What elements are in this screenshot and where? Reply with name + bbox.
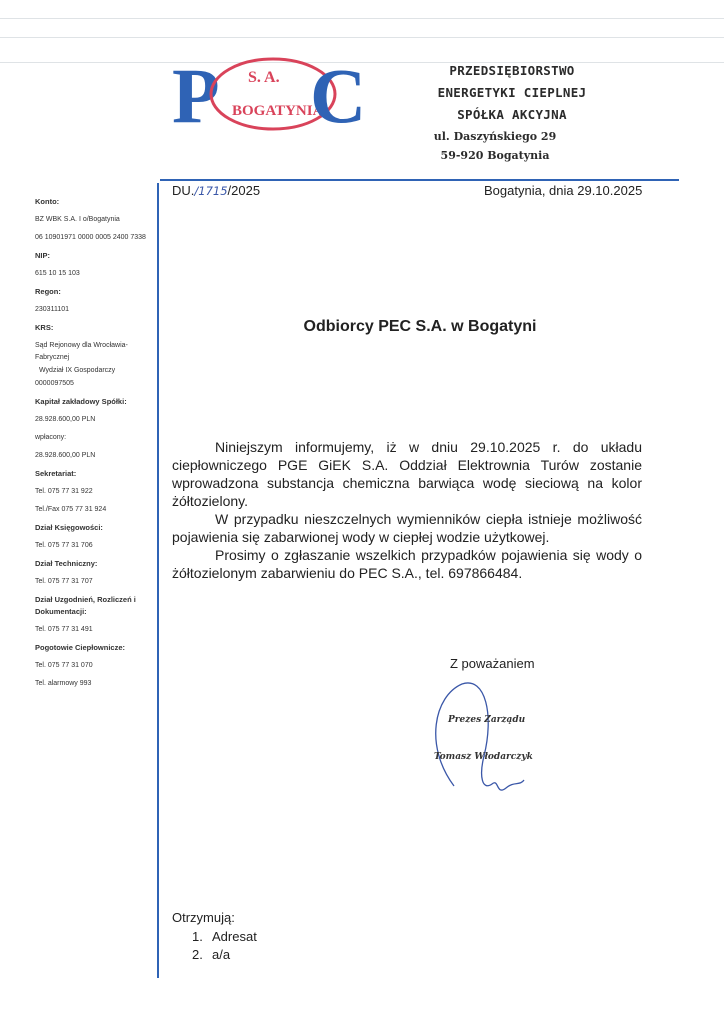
sidebar-value: 230311101: [35, 306, 69, 313]
sidebar-value: Sąd Rejonowy dla Wrocławia-Fabrycznej: [35, 342, 128, 361]
sidebar-value: 615 10 15 103: [35, 270, 80, 277]
company-address: [425, 127, 565, 165]
recipients-list: [192, 928, 257, 964]
logo-letter-p: P: [172, 52, 220, 139]
sidebar-label: Dział Techniczny:: [35, 559, 98, 568]
sidebar-label: Konto:: [35, 197, 60, 206]
recipient-name: a/a: [212, 947, 231, 962]
recipient-item: [192, 946, 257, 964]
sidebar-divider: [157, 183, 159, 978]
recipients-label: Otrzymują:: [172, 910, 235, 925]
header-divider: [160, 179, 679, 181]
signature-stroke: [436, 683, 524, 790]
company-name: [412, 60, 612, 126]
recipient-item: [192, 928, 257, 946]
sidebar-label: Kapitał zakładowy Spółki:: [35, 397, 127, 406]
sidebar-label: NIP:: [35, 251, 50, 260]
scan-line: [0, 37, 724, 38]
sidebar-value: 06 10901971 0000 0005 2400 7338: [35, 234, 146, 241]
sidebar-value: wpłacony:: [35, 434, 67, 441]
logo-letter-c: C: [310, 52, 367, 139]
address-street: ul. Daszyńskiego 29: [433, 130, 557, 143]
signature-stamp: [424, 676, 554, 806]
address-city: 59-920 Bogatynia: [440, 149, 550, 162]
sidebar-value: Tel. 075 77 31 706: [35, 542, 93, 549]
paragraph-3: Prosimy o zgłaszanie wszelkich przypadków pojawienia się wody o żółtozielonym zabarwieniu do PEC S.A., tel. 697866484.: [172, 547, 642, 581]
pec-logo: [170, 52, 370, 140]
sidebar-value: Tel. alarmowy 993: [35, 680, 92, 687]
sidebar-value: Tel. 075 77 31 070: [35, 662, 93, 669]
stamp-title: Prezes Zarządu: [448, 715, 526, 725]
company-line-2: ENERGETYKI CIEPLNEJ: [437, 85, 587, 100]
closing-text: Z poważaniem: [450, 656, 535, 671]
letter-body: [172, 438, 642, 582]
paragraph-2: W przypadku nieszczelnych wymienników ciepła istnieje możliwość pojawienia się zabarwionej wody w ciepłej wodzie użytkowej.: [172, 511, 642, 545]
sidebar-value: BZ WBK S.A. I o/Bogatynia: [35, 216, 120, 223]
sidebar-value: 28.928.600,00 PLN: [35, 452, 96, 459]
sidebar-value: Tel. 075 77 31 707: [35, 578, 93, 585]
scan-line: [0, 18, 724, 19]
company-line-1: PRZEDSIĘBIORSTWO: [449, 63, 575, 78]
document-number: [172, 183, 260, 198]
sidebar-value: Tel./Fax 075 77 31 924: [35, 506, 107, 513]
recipient-heading: Odbiorcy PEC S.A. w Bogatyni: [303, 318, 537, 335]
doc-prefix: DU.: [172, 183, 195, 198]
letter-date: Bogatynia, dnia 29.10.2025: [484, 183, 643, 198]
doc-suffix: /2025: [227, 183, 261, 198]
sidebar-value: Tel. 075 77 31 922: [35, 488, 93, 495]
sidebar-value: Wydział IX Gospodarczy: [39, 367, 116, 374]
sidebar-label: Sekretariat:: [35, 469, 77, 478]
sidebar-label: Pogotowie Ciepłownicze:: [35, 643, 126, 652]
sidebar-label: KRS:: [35, 323, 54, 332]
doc-handwritten-number: /1715: [194, 184, 228, 198]
stamp-name: Tomasz Włodarczyk: [434, 752, 533, 762]
company-line-3: SPÓŁKA AKCYJNA: [457, 107, 567, 122]
recipient-number: 1.: [192, 929, 203, 944]
sidebar-value: 28.928.600,00 PLN: [35, 416, 96, 423]
paragraph-1: Niniejszym informujemy, iż w dniu 29.10.2025 r. do układu ciepłowniczego PGE GiEK S.A. Oddział Elektrownia Turów zostanie wprowadzona substancja chemiczna barwiąca wodę sieciową na kolor żółtozielony.: [172, 439, 642, 509]
sidebar-value: 0000097505: [35, 380, 74, 387]
recipient-number: 2.: [192, 947, 203, 962]
sidebar-label: Dział Uzgodnień, Rozliczeń i Dokumentacji:: [35, 595, 136, 616]
sidebar-value: Tel. 075 77 31 491: [35, 626, 93, 633]
company-details-sidebar: [35, 190, 157, 690]
recipient-name: Adresat: [212, 929, 257, 944]
sidebar-label: Regon:: [35, 287, 61, 296]
logo-sa-text: S. A.: [248, 69, 280, 86]
logo-city-text: BOGATYNIA: [232, 103, 324, 119]
sidebar-label: Dział Księgowości:: [35, 523, 103, 532]
